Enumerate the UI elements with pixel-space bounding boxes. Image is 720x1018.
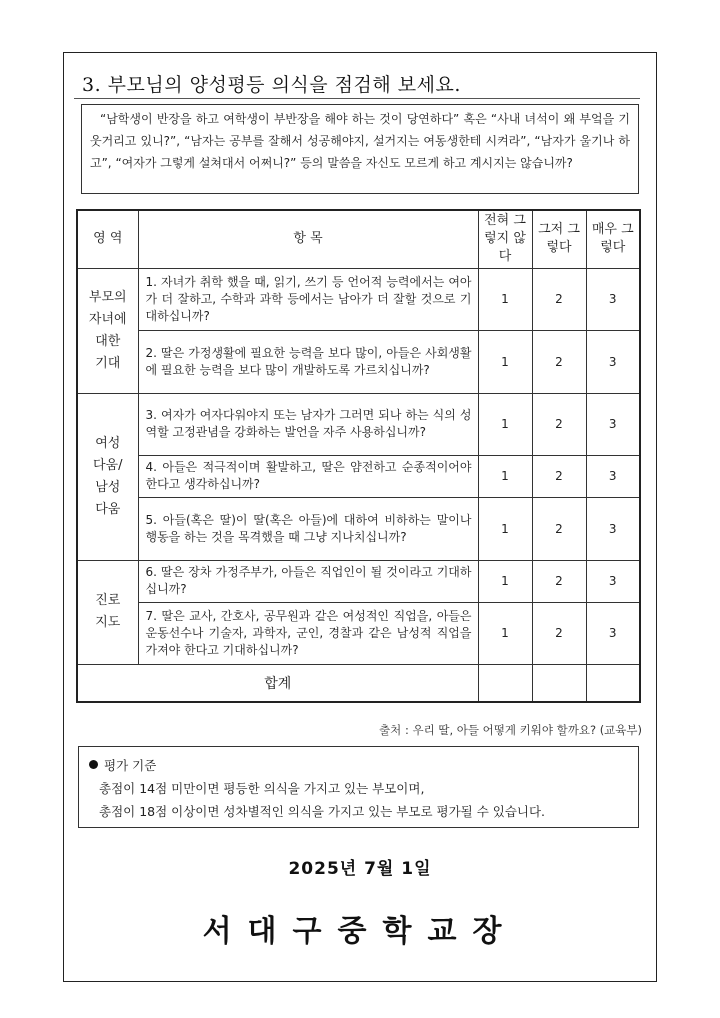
score-3[interactable]: 3 — [586, 497, 640, 560]
table-row — [77, 455, 640, 497]
score-3[interactable]: 3 — [586, 602, 640, 664]
score-3[interactable]: 3 — [586, 330, 640, 393]
table-row — [77, 560, 640, 602]
total-row — [77, 664, 640, 702]
score-1[interactable]: 1 — [478, 560, 532, 602]
area-label: 여성 다움/ 남성 다움 — [93, 435, 123, 517]
bullet-icon — [89, 760, 98, 769]
score-3[interactable]: 3 — [586, 560, 640, 602]
header-item: 항 목 — [138, 210, 478, 268]
total-score-3[interactable] — [586, 664, 640, 702]
table-row — [77, 330, 640, 393]
criteria-line-1: 총점이 14점 미만이면 평등한 의식을 가지고 있는 부모이며, — [99, 781, 425, 796]
score-1[interactable]: 1 — [478, 268, 532, 330]
area-career — [77, 560, 138, 664]
area-gender-role — [77, 393, 138, 560]
criteria-heading-row — [89, 754, 628, 777]
header-very-much: 매우 그렇다 — [586, 210, 640, 268]
total-score-2[interactable] — [532, 664, 586, 702]
score-3[interactable]: 3 — [586, 268, 640, 330]
area-label: 진로 지도 — [95, 593, 121, 630]
table-row — [77, 393, 640, 455]
table-row — [77, 268, 640, 330]
area-label: 부모의 자녀에 대한 기대 — [88, 289, 127, 371]
header-neutral: 그저 그렇다 — [532, 210, 586, 268]
item-text: 3. 여자가 여자다워야지 또는 남자가 그러면 되나 하는 식의 성역할 고정관념을 강화하는 발언을 자주 사용하십니까? — [138, 393, 478, 455]
table-row — [77, 602, 640, 664]
score-2[interactable]: 2 — [532, 393, 586, 455]
score-1[interactable]: 1 — [478, 393, 532, 455]
survey-table — [76, 209, 641, 703]
score-3[interactable]: 3 — [586, 455, 640, 497]
issue-date: 2025년 7월 1일 — [288, 859, 432, 879]
principal-signature: 서대구중학교장 — [202, 914, 518, 949]
area-expectation — [77, 268, 138, 393]
item-text: 1. 자녀가 취학 했을 때, 읽기, 쓰기 등 언어적 능력에서는 여아가 더 잘하고, 수학과 과학 등에서는 남아가 더 잘할 것으로 기대하십니까? — [138, 268, 478, 330]
item-text: 2. 딸은 가정생활에 필요한 능력을 보다 많이, 아들은 사회생활에 필요한 능력을 보다 많이 개발하도록 가르치십니까? — [138, 330, 478, 393]
table-row — [77, 497, 640, 560]
score-3[interactable]: 3 — [586, 393, 640, 455]
score-2[interactable]: 2 — [532, 330, 586, 393]
header-not-at-all: 전혀 그렇지 않다 — [478, 210, 532, 268]
score-2[interactable]: 2 — [532, 497, 586, 560]
item-text: 7. 딸은 교사, 간호사, 공무원과 같은 여성적인 직업을, 아들은 운동선수나 기술자, 과학자, 군인, 경찰과 같은 남성적 직업을 가져야 한다고 기대하십니까? — [138, 602, 478, 664]
total-score-1[interactable] — [478, 664, 532, 702]
criteria-line-2: 총점이 18점 이상이면 성차별적인 의식을 가지고 있는 부모로 평가될 수 있습니다. — [99, 804, 546, 819]
score-2[interactable]: 2 — [532, 455, 586, 497]
score-2[interactable]: 2 — [532, 602, 586, 664]
score-1[interactable]: 1 — [478, 497, 532, 560]
header-area: 영 역 — [77, 210, 138, 268]
intro-box: “남학생이 반장을 하고 여학생이 부반장을 해야 하는 것이 당연하다” 혹은 “사내 녀석이 왜 부엌을 기웃거리고 있니?”, “남자는 공부를 잘해서 성공해야지, 설거지는 여동생한테 시켜라”, “남자가 울기나 하고”, “여자가 그렇게 설쳐대서 어쩌니?” 등의 말씀을 자신도 모르게 하고 계시지는 않습니까? — [81, 104, 639, 194]
criteria-box — [78, 746, 639, 828]
total-label: 합계 — [77, 664, 478, 702]
score-1[interactable]: 1 — [478, 602, 532, 664]
item-text: 6. 딸은 장차 가정주부가, 아들은 직업인이 될 것이라고 기대하십니까? — [138, 560, 478, 602]
score-1[interactable]: 1 — [478, 455, 532, 497]
table-header-row — [77, 210, 640, 268]
score-2[interactable]: 2 — [532, 560, 586, 602]
score-1[interactable]: 1 — [478, 330, 532, 393]
item-text: 5. 아들(혹은 딸)이 딸(혹은 아들)에 대하여 비하하는 말이나 행동을 하는 것을 목격했을 때 그냥 지나치십니까? — [138, 497, 478, 560]
item-text: 4. 아들은 적극적이며 활발하고, 딸은 얌전하고 순종적이어야 한다고 생각하십니까? — [138, 455, 478, 497]
title-underline — [74, 98, 640, 99]
section-title: 3. 부모님의 양성평등 의식을 점검해 보세요. — [82, 74, 461, 96]
source-note: 출처 : 우리 딸, 아들 어떻게 키워야 할까요? (교육부) — [379, 723, 642, 737]
criteria-heading: 평가 기준 — [104, 758, 157, 773]
score-2[interactable]: 2 — [532, 268, 586, 330]
